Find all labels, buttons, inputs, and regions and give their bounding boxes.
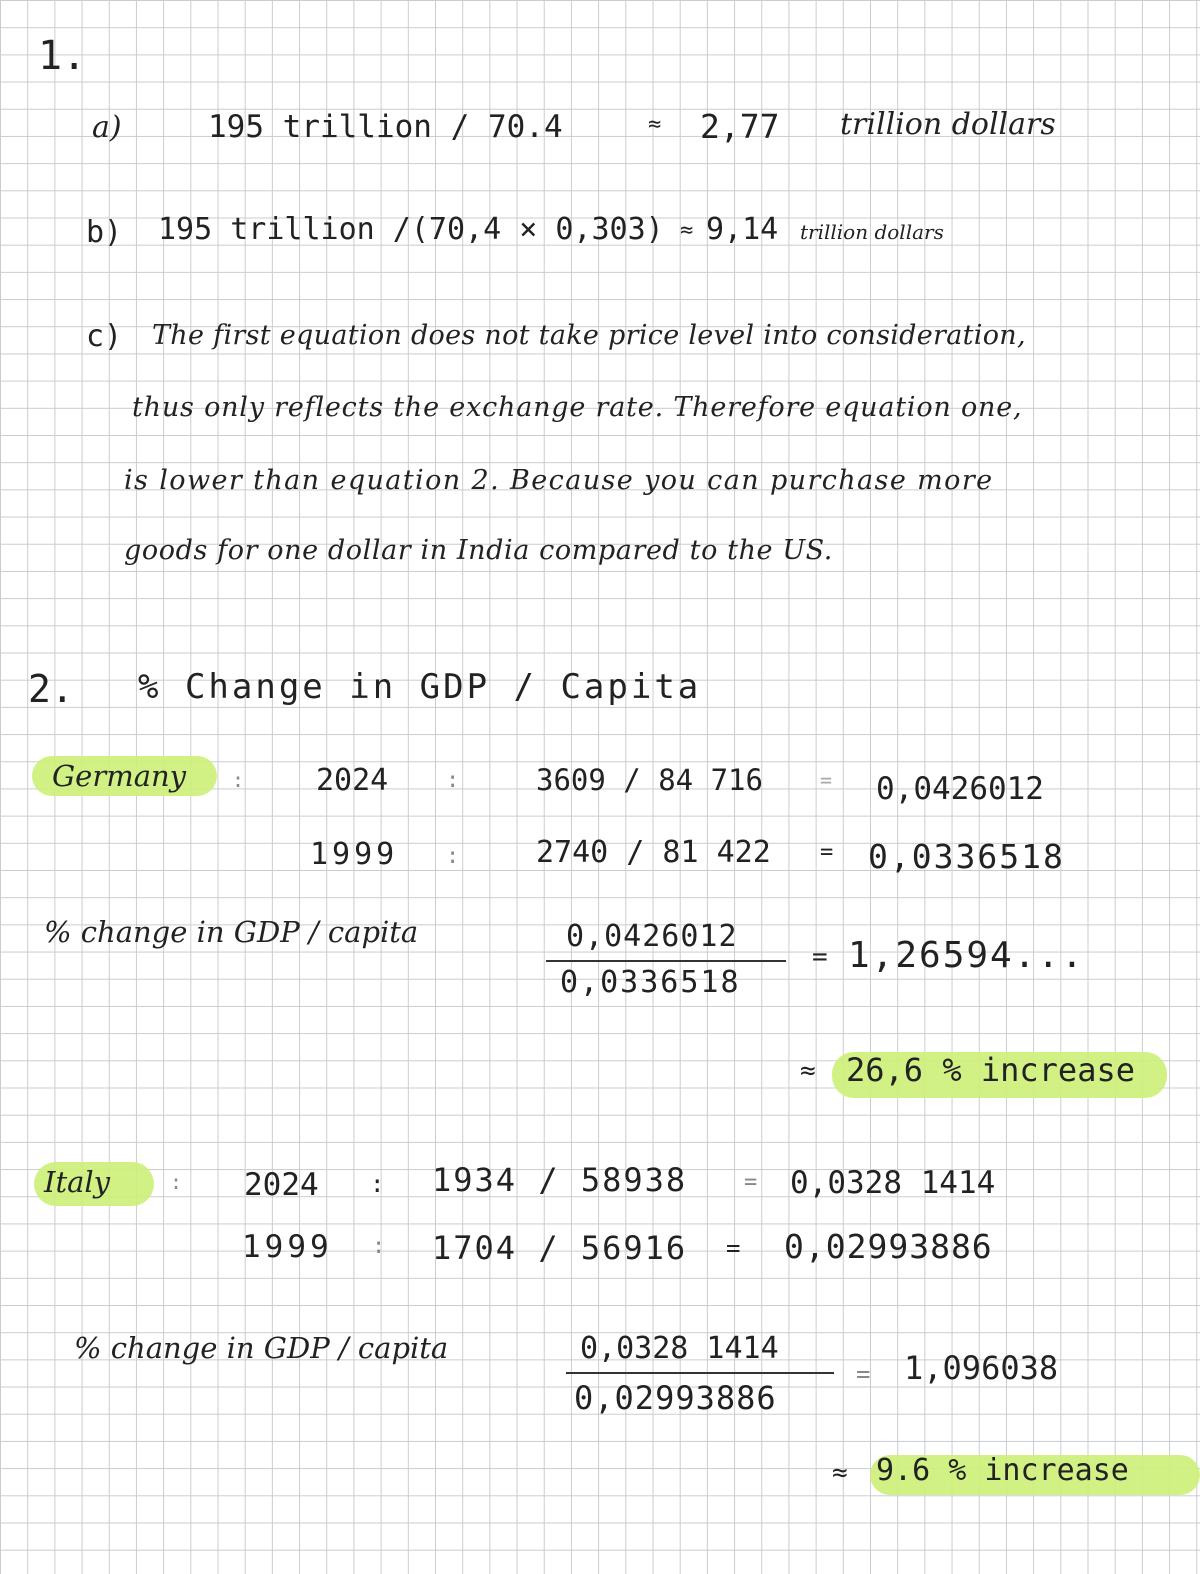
part-b-label: b): [86, 215, 123, 250]
part-b-expression: 195 trillion /(70,4 × 0,303): [158, 212, 664, 247]
italy-approx: ≈: [832, 1458, 848, 1488]
question-1-number: 1.: [38, 33, 87, 79]
italy-numerator: 0,0328 1414: [580, 1331, 779, 1366]
part-b-approx: ≈: [680, 218, 694, 243]
question-2-number: 2.: [28, 667, 74, 711]
italy-ratio: 1,096038: [904, 1349, 1059, 1387]
question-2-title: % Change in GDP / Capita: [138, 667, 702, 707]
italy-year-2024-colon: :: [370, 1170, 385, 1198]
italy-fraction-line: [566, 1372, 834, 1374]
germany-label: Germany: [52, 759, 187, 793]
italy-colon: :: [170, 1170, 183, 1194]
part-c-line-3: is lower than equation 2. Because you can purchase more: [124, 465, 994, 496]
italy-result-1999: 0,02993886: [784, 1227, 993, 1266]
germany-calc-1999: 2740 / 81 422: [536, 835, 771, 870]
part-b-result: 9,14: [706, 212, 779, 247]
italy-pct-label: % change in GDP / capita: [74, 1331, 449, 1365]
italy-result-2024: 0,0328 1414: [790, 1165, 996, 1201]
germany-numerator: 0,0426012: [566, 919, 738, 954]
italy-ratio-eq: =: [856, 1360, 871, 1388]
germany-pct-label: % change in GDP / capita: [44, 915, 419, 949]
germany-fraction-line: [546, 960, 786, 962]
italy-eq-2024: =: [744, 1170, 758, 1195]
italy-eq-1999: =: [726, 1234, 741, 1262]
part-c-label: c): [86, 319, 123, 354]
italy-year-2024: 2024: [244, 1167, 319, 1203]
italy-denominator: 0,02993886: [574, 1379, 777, 1417]
germany-year-1999: 1999: [310, 837, 399, 872]
germany-eq-1999: =: [820, 840, 834, 865]
germany-year-2024: 2024: [316, 763, 389, 798]
germany-ratio-eq: =: [812, 942, 828, 972]
italy-calc-1999: 1704 / 56916: [432, 1229, 688, 1267]
part-a-expression: 195 trillion / 70.4: [208, 109, 563, 145]
germany-result-2024: 0,0426012: [876, 771, 1044, 807]
part-a-approx: ≈: [648, 112, 662, 137]
germany-approx: ≈: [800, 1056, 816, 1086]
part-c-line-2: thus only reflects the exchange rate. Therefore equation one,: [132, 392, 1023, 423]
germany-eq-2024: =: [820, 768, 833, 792]
germany-denominator: 0,0336518: [560, 965, 741, 1000]
germany-calc-2024: 3609 / 84 716: [536, 763, 763, 797]
italy-calc-2024: 1934 / 58938: [432, 1161, 688, 1199]
part-a-label: a): [92, 110, 122, 145]
part-c-line-4: goods for one dollar in India compared to the US.: [124, 535, 833, 566]
part-a-result: 2,77: [700, 107, 780, 146]
part-b-unit: trillion dollars: [800, 220, 944, 244]
germany-year-1999-colon: :: [446, 844, 460, 869]
italy-year-1999: 1999: [242, 1229, 333, 1265]
italy-final: 9.6 % increase: [876, 1453, 1129, 1488]
germany-year-2024-colon: :: [446, 768, 460, 793]
germany-ratio: 1,26594...: [848, 935, 1085, 976]
germany-colon: :: [232, 768, 245, 792]
part-c-line-1: The first equation does not take price level into consideration,: [152, 320, 1026, 351]
germany-final: 26,6 % increase: [846, 1051, 1135, 1089]
germany-result-1999: 0,0336518: [868, 837, 1065, 876]
italy-year-1999-colon: :: [372, 1234, 386, 1259]
part-a-unit: trillion dollars: [840, 107, 1056, 142]
italy-label: Italy: [44, 1165, 111, 1199]
